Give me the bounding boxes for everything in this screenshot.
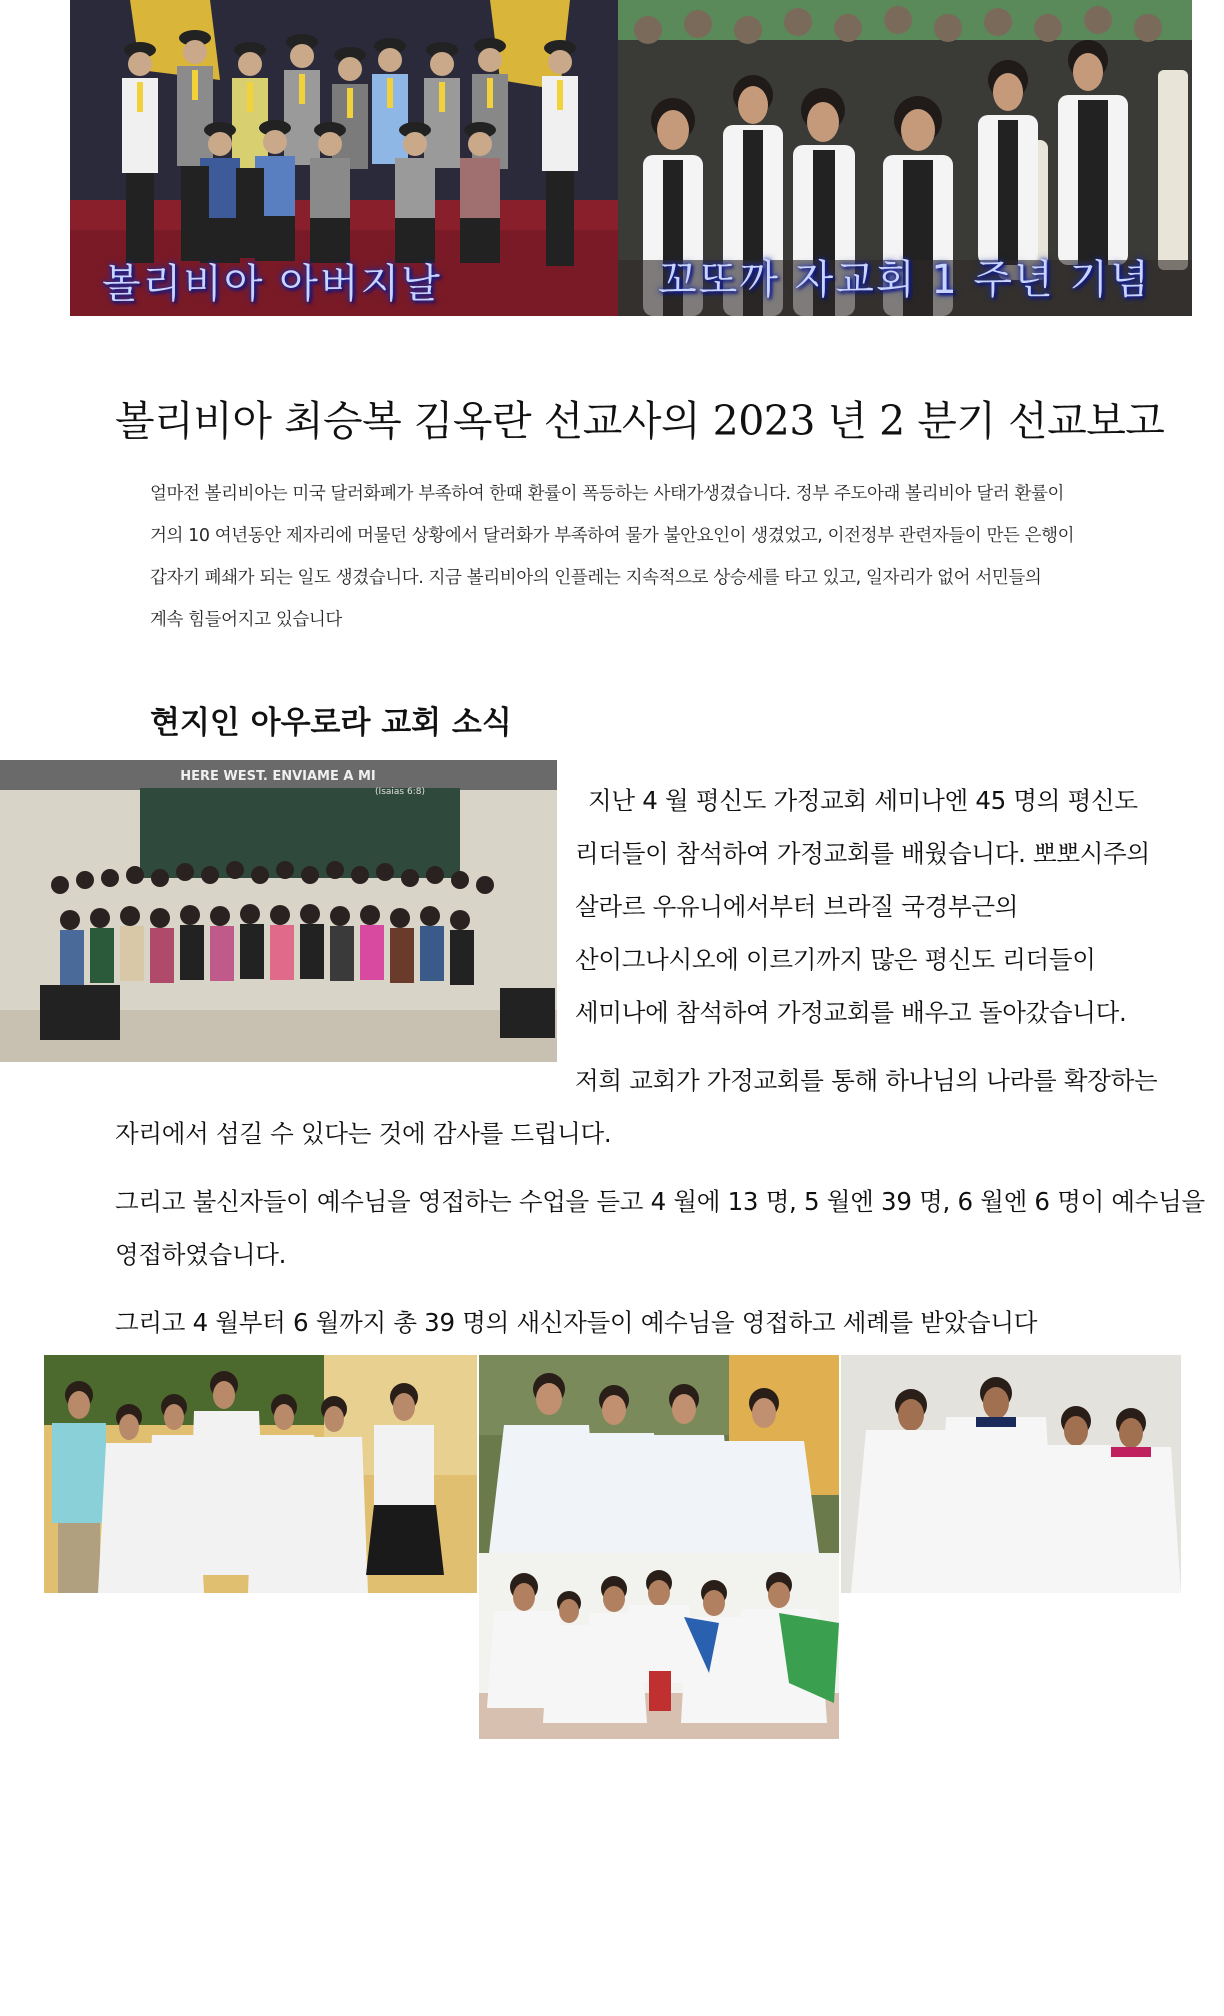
intro-line: 계속 힘들어지고 있습니다 bbox=[150, 610, 342, 630]
paragraph1-line: 살라르 우유니에서부터 브라질 국경부근의 bbox=[575, 892, 1019, 921]
paragraph2-line: 저희 교회가 가정교회를 통해 하나님의 나라를 확장하는 bbox=[575, 1066, 1158, 1095]
paragraph1-line: 지난 4 월 평신도 가정교회 세미나엔 45 명의 평신도 bbox=[588, 786, 1138, 815]
intro-paragraph bbox=[150, 473, 1140, 641]
intro-line: 거의 10 여년동안 제자리에 머물던 상황에서 달러화가 부족하여 물가 불안요인이 생겼었고, 이전정부 관련자들이 만든 은행이 bbox=[150, 526, 1075, 546]
church-anniversary-photo bbox=[618, 0, 1192, 316]
paragraph3-line: 영접하였습니다. bbox=[115, 1240, 287, 1269]
section-heading: 현지인 아우로라 교회 소식 bbox=[150, 705, 512, 741]
fathers-day-photo bbox=[70, 0, 618, 316]
report-title: 볼리비아 최승복 김옥란 선교사의 2023 년 2 분기 선교보고 bbox=[115, 397, 1165, 445]
paragraph4-line: 그리고 4 월부터 6 월까지 총 39 명의 새신자들이 예수님을 영접하고 세례를 받았습니다 bbox=[115, 1308, 1038, 1337]
paragraph3-line: 그리고 불신자들이 예수님을 영접하는 수업을 듣고 4 월에 13 명, 5 월엔 39 명, 6 월엔 6 명이 예수님을 bbox=[115, 1187, 1205, 1216]
intro-line: 얼마전 볼리비아는 미국 달러화폐가 부족하여 한때 환률이 폭등하는 사태가생겼습니다. 정부 주도아래 볼리비아 달러 환률이 bbox=[150, 484, 1065, 504]
seminar-banner-text: HERE WEST. ENVIAME A MI bbox=[180, 769, 376, 784]
seminar-banner-subtext: (Isaias 6:8) bbox=[375, 787, 425, 797]
intro-line: 갑자기 폐쇄가 되는 일도 생겼습니다. 지금 볼리비아의 인플레는 지속적으로 상승세를 타고 있고, 일자리가 없어 서민들의 bbox=[150, 568, 1042, 588]
paragraph1-line: 리더들이 참석하여 가정교회를 배웠습니다. 뽀뽀시주의 bbox=[575, 839, 1150, 868]
baptism-photo-4 bbox=[479, 1553, 839, 1739]
seminar-group-photo bbox=[0, 760, 557, 1062]
paragraph1-line: 세미나에 참석하여 가정교회를 배우고 돌아갔습니다. bbox=[575, 998, 1127, 1027]
baptism-photo-1 bbox=[44, 1355, 477, 1593]
paragraph1-line: 산이그나시오에 이르기까지 많은 평신도 리더들이 bbox=[575, 945, 1096, 974]
baptism-photo-2 bbox=[479, 1355, 839, 1553]
anniversary-caption: 꼬또까 자교회 1 주년 기념 bbox=[658, 257, 1151, 303]
paragraph2-line: 자리에서 섬길 수 있다는 것에 감사를 드립니다. bbox=[115, 1119, 612, 1148]
fathers-day-caption: 볼리비아 아버지날 bbox=[102, 261, 442, 307]
baptism-photo-3 bbox=[841, 1355, 1181, 1593]
